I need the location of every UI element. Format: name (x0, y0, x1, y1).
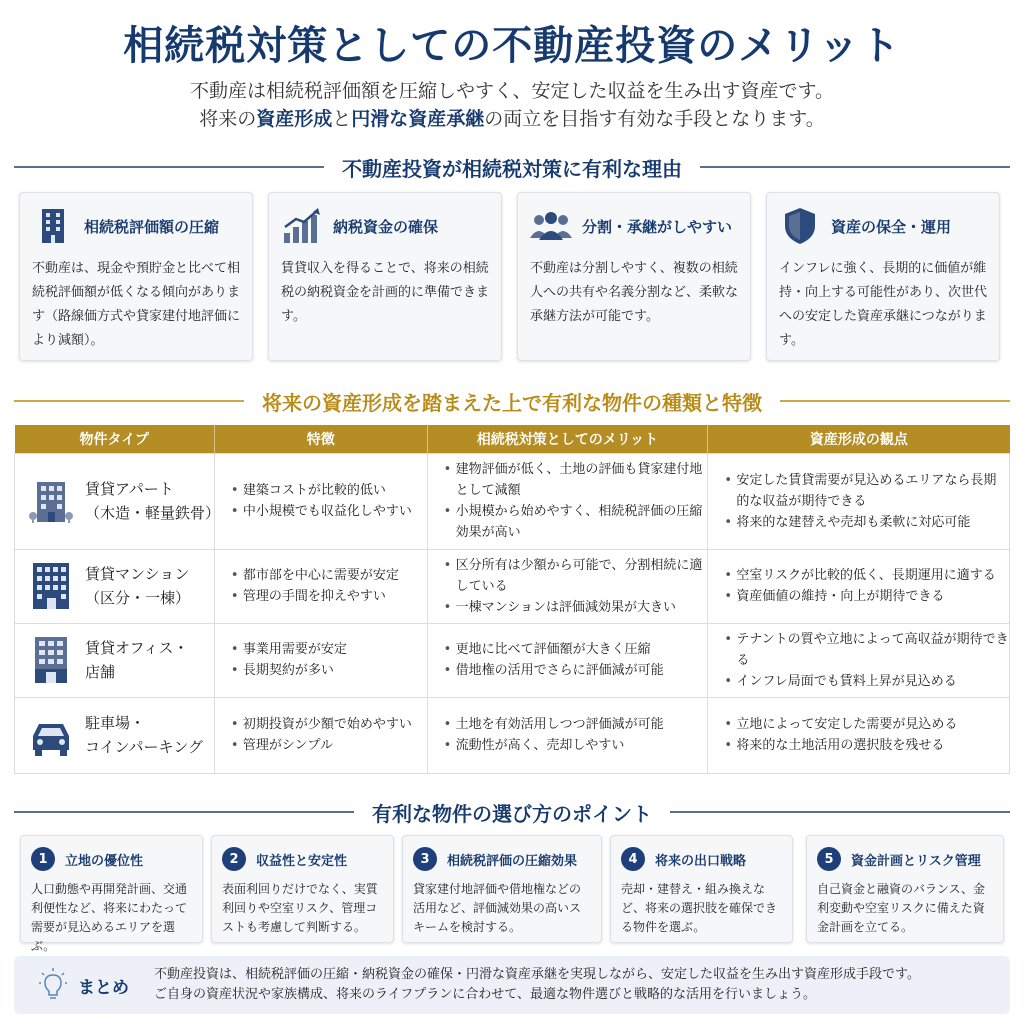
lead-text: の両立を目指す有効な手段となります。 (484, 108, 825, 130)
building-icon (32, 205, 74, 247)
merit-item: • 小規模から始めやすく、相続税評価の圧縮効果が高い (444, 501, 708, 543)
point-text: 人口動態や再開発計画、交通利便性など、将来にわたって需要が見込めるエリアを選ぶ。 (31, 882, 188, 953)
page-title: 相続税対策としての不動産投資のメリット (123, 23, 901, 69)
property-type: 賃貸マンション (85, 565, 190, 583)
merit-item: • 区分所有は少額から可能で、分割相続に適している (444, 555, 708, 597)
car-icon (29, 710, 73, 760)
point-card-5 (806, 835, 1004, 943)
points-heading (14, 800, 1010, 824)
growth-item: • 立地によって安定した需要が見込める (724, 714, 1009, 735)
reason-text: インフレに強く、長期的に価値が維持・向上する可能性があり、次世代への安定した資産承継につながります。 (779, 261, 988, 348)
section-title: 不動産投資が相続税対策に有利な理由 (342, 156, 682, 181)
growth-item: • 資産価値の維持・向上が期待できる (724, 586, 1009, 607)
table-row (15, 453, 1010, 549)
reason-title: 納税資金の確保 (333, 217, 439, 236)
merit-item: • 借地権の活用でさらに評価減が可能 (444, 660, 708, 681)
lead-highlight: 円滑な資産承継 (351, 108, 485, 130)
reason-title: 資産の保全・運用 (831, 217, 952, 236)
office-icon (29, 635, 73, 685)
shield-icon (779, 205, 821, 247)
reason-card-3 (517, 192, 751, 361)
feature-item: • 初期投資が少額で始めやすい (231, 714, 427, 735)
property-type: 賃貸オフィス・ (85, 639, 189, 657)
feature-item: • 長期契約が多い (231, 660, 427, 681)
reason-card-1 (19, 192, 253, 361)
point-card-1 (20, 835, 203, 953)
summary-box (14, 956, 1010, 1014)
point-card-2 (211, 835, 394, 943)
property-subtype: 店舗 (85, 663, 116, 681)
growth-item: • 将来的な土地活用の選択肢を残せる (724, 735, 1009, 756)
reason-title: 分割・承継がしやすい (582, 217, 733, 236)
point-title: 資金計画とリスク管理 (851, 853, 981, 869)
reason-text: 不動産は、現金や預貯金と比べて相続税評価額が低くなる傾向があります（路線価方式や貸家建付地評価により減額）。 (32, 261, 241, 348)
merit-item: • 更地に比べて評価額が大きく圧縮 (444, 639, 708, 660)
column-header: 特徴 (214, 425, 427, 453)
point-title: 将来の出口戦略 (655, 853, 747, 869)
table-row (15, 549, 1010, 623)
table-row (15, 623, 1010, 697)
point-number: 3 (413, 847, 437, 871)
point-number: 4 (621, 847, 645, 871)
summary-text: ご自身の資産状況や家族構成、将来のライフプランに合わせて、最適な物件選びと戦略的な活用を行いましょう。 (154, 987, 816, 1002)
point-card-3 (402, 835, 602, 943)
growth-item: • テナントの質や立地によって高収益が期待できる (724, 629, 1009, 671)
lead-highlight: 資産形成 (256, 108, 333, 130)
feature-item: • 中小規模でも収益化しやすい (231, 501, 427, 522)
merit-item: • 一棟マンションは評価減効果が大きい (444, 597, 708, 618)
growth-chart-icon (281, 205, 323, 247)
lead-text: と (332, 108, 352, 130)
reason-card-2 (268, 192, 502, 361)
point-number: 5 (817, 847, 841, 871)
table-header-row (15, 425, 1010, 453)
apartment-icon (29, 476, 73, 526)
merit-item: • 建物評価が低く、土地の評価も貸家建付地として減額 (444, 459, 708, 501)
merit-item: • 流動性が高く、売却しやすい (444, 735, 708, 756)
growth-item: • 安定した賃貸需要が見込めるエリアなら長期的な収益が期待できる (724, 470, 1009, 512)
section-title: 有利な物件の選び方のポイント (372, 801, 652, 826)
lead-line-1: 不動産は相続税評価額を圧縮しやすく、安定した収益を生み出す資産です。 (189, 80, 835, 102)
point-text: 自己資金と融資のバランス、金利変動や空室リスクに備えた資金計画を立てる。 (817, 882, 986, 934)
point-number: 1 (31, 847, 55, 871)
merit-item: • 土地を有効活用しつつ評価減が可能 (444, 714, 708, 735)
point-number: 2 (222, 847, 246, 871)
feature-item: • 都市部を中心に需要が安定 (231, 565, 427, 586)
feature-item: • 事業用需要が安定 (231, 639, 427, 660)
growth-item: • 空室リスクが比較的低く、長期運用に適する (724, 565, 1009, 586)
lightbulb-icon (38, 967, 68, 1003)
point-text: 売却・建替え・組み換えなど、将来の選択肢を確保できる物件を選ぶ。 (621, 882, 778, 934)
property-table (14, 425, 1010, 774)
point-text: 貸家建付地評価や借地権などの活用など、評価減効果の高いスキームを検討する。 (413, 882, 582, 934)
point-title: 収益性と安定性 (256, 853, 348, 869)
point-text: 表面利回りだけでなく、実質利回りや空室リスク、管理コストも考慮して判断する。 (222, 882, 378, 934)
property-type: 賃貸アパート (85, 480, 174, 498)
reason-title: 相続税評価額の圧縮 (84, 217, 220, 236)
property-subtype: コインパーキング (85, 738, 204, 756)
summary-text: 不動産投資は、相続税評価の圧縮・納税資金の確保・円滑な資産承継を実現しながら、安定した収益を生み出す資産形成手段です。 (154, 967, 920, 982)
people-icon (530, 205, 572, 247)
table-row (15, 697, 1010, 773)
reason-card-4 (766, 192, 1000, 361)
growth-item: • インフレ局面でも賃料上昇が見込める (724, 671, 1009, 692)
point-card-4 (610, 835, 793, 943)
column-header: 物件タイプ (15, 425, 215, 453)
feature-item: • 管理の手間を抑えやすい (231, 586, 427, 607)
property-type: 駐車場・ (85, 714, 146, 732)
section-title: 将来の資産形成を踏まえた上で有利な物件の種類と特徴 (262, 390, 762, 415)
property-subtype: （区分・一棟） (85, 589, 191, 607)
lead-text: 将来の (199, 108, 257, 130)
reasons-heading (14, 155, 1010, 179)
point-title: 立地の優位性 (65, 853, 144, 869)
feature-item: • 管理がシンプル (231, 735, 427, 756)
growth-item: • 将来的な建替えや売却も柔軟に対応可能 (724, 512, 1009, 533)
column-header: 相続税対策としてのメリット (427, 425, 708, 453)
reason-text: 不動産は分割しやすく、複数の相続人への共有や名義分割など、柔軟な承継方法が可能です。 (530, 261, 739, 324)
column-header: 資産形成の観点 (708, 425, 1010, 453)
summary-label: まとめ (78, 977, 129, 998)
reason-text: 賃貸収入を得ることで、将来の相続税の納税資金を計画的に準備できます。 (281, 261, 490, 324)
point-title: 相続税評価の圧縮効果 (447, 853, 578, 869)
lead-line-2 (0, 104, 1024, 131)
property-subtype: （木造・軽量鉄骨） (85, 504, 221, 522)
mansion-icon (29, 561, 73, 611)
feature-item: • 建築コストが比較的低い (231, 480, 427, 501)
property-heading (14, 389, 1010, 413)
